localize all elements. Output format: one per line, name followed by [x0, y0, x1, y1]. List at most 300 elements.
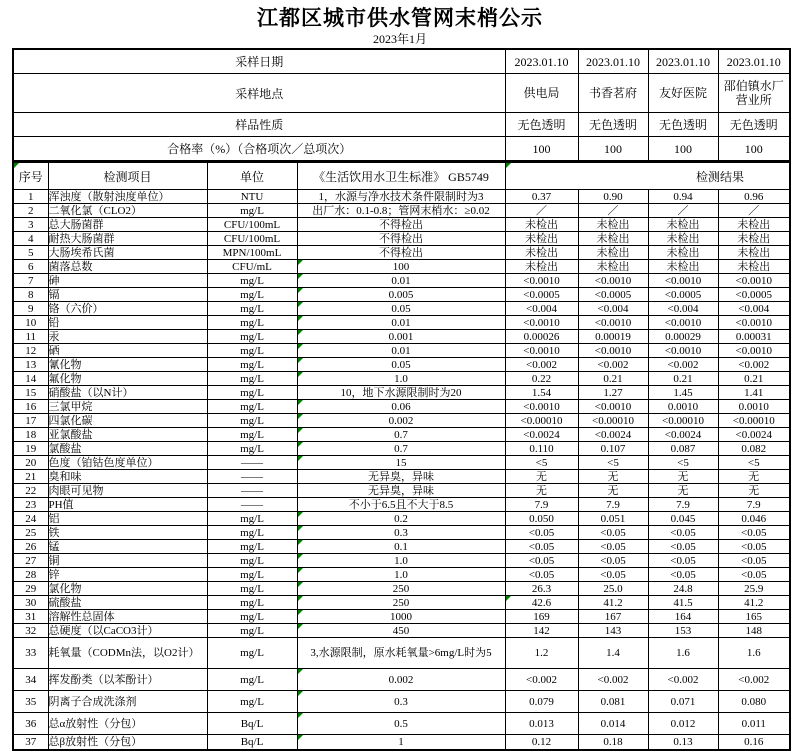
result-value: 0.18: [578, 735, 648, 751]
info-row-value: 友好医院: [648, 74, 718, 113]
result-value: 1.4: [578, 638, 648, 669]
result-value: <0.05: [505, 540, 578, 554]
result-row: [13, 735, 790, 751]
item-name: 镉: [48, 288, 207, 302]
standard-limit: 0.002: [297, 669, 505, 691]
result-value: <0.05: [718, 554, 790, 568]
result-value: <0.05: [578, 568, 648, 582]
result-value: 0.110: [505, 442, 578, 456]
result-value: 无: [505, 484, 578, 498]
item-unit: NTU: [207, 190, 297, 204]
result-value: 41.2: [718, 596, 790, 610]
result-row: [13, 246, 790, 260]
result-value: 0.087: [648, 442, 718, 456]
item-unit: mg/L: [207, 386, 297, 400]
sample-info-row: [13, 113, 790, 137]
item-name: 铬（六价）: [48, 302, 207, 316]
item-name: 臭和味: [48, 470, 207, 484]
result-value: 1.6: [648, 638, 718, 669]
result-row: [13, 302, 790, 316]
item-name: 总大肠菌群: [48, 218, 207, 232]
result-row: [13, 596, 790, 610]
item-name: 铝: [48, 512, 207, 526]
test-results-table: [12, 161, 791, 751]
standard-limit: 1.0: [297, 568, 505, 582]
item-name: 总硬度（以CaCO3计）: [48, 624, 207, 638]
result-value: <0.05: [648, 526, 718, 540]
result-value: <0.0010: [578, 344, 648, 358]
info-row-value: 100: [505, 137, 578, 162]
item-unit: mg/L: [207, 512, 297, 526]
result-row: [13, 554, 790, 568]
item-unit: mg/L: [207, 554, 297, 568]
result-value: <0.0010: [505, 344, 578, 358]
result-value: <0.00010: [578, 414, 648, 428]
info-row-label: 采样日期: [13, 49, 505, 74]
item-unit: ——: [207, 470, 297, 484]
item-unit: mg/L: [207, 526, 297, 540]
result-value: <0.05: [718, 526, 790, 540]
row-number: 17: [13, 414, 48, 428]
result-value: <0.004: [648, 302, 718, 316]
item-unit: CFU/100mL: [207, 232, 297, 246]
result-value: 0.00026: [505, 330, 578, 344]
result-value: 142: [505, 624, 578, 638]
standard-limit: 450: [297, 624, 505, 638]
item-unit: Bq/L: [207, 713, 297, 735]
item-name: 砷: [48, 274, 207, 288]
item-unit: Bq/L: [207, 735, 297, 751]
result-row: [13, 691, 790, 713]
result-value: <0.002: [578, 358, 648, 372]
result-value: <0.05: [578, 526, 648, 540]
item-name: 硝酸盐（以N计）: [48, 386, 207, 400]
result-value: 1.54: [505, 386, 578, 400]
result-value: 无: [505, 470, 578, 484]
col-header-standard: 《生活饮用水卫生标准》 GB5749: [297, 162, 505, 190]
row-number: 27: [13, 554, 48, 568]
result-value: 未检出: [648, 246, 718, 260]
standard-limit: 0.005: [297, 288, 505, 302]
item-name: 硫酸盐: [48, 596, 207, 610]
result-value: 165: [718, 610, 790, 624]
result-value: <0.05: [648, 554, 718, 568]
result-value: <0.00010: [718, 414, 790, 428]
result-value: 0.37: [505, 190, 578, 204]
item-unit: mg/L: [207, 610, 297, 624]
standard-limit: 1: [297, 735, 505, 751]
standard-limit: 0.3: [297, 526, 505, 540]
row-number: 6: [13, 260, 48, 274]
result-value: 未检出: [648, 218, 718, 232]
info-row-value: 100: [648, 137, 718, 162]
result-value: 未检出: [578, 260, 648, 274]
item-unit: mg/L: [207, 358, 297, 372]
item-name: 四氯化碳: [48, 414, 207, 428]
item-unit: MPN/100mL: [207, 246, 297, 260]
row-number: 13: [13, 358, 48, 372]
item-unit: mg/L: [207, 596, 297, 610]
standard-limit: 0.05: [297, 358, 505, 372]
row-number: 34: [13, 669, 48, 691]
result-value: 0.014: [578, 713, 648, 735]
standard-limit: 0.5: [297, 713, 505, 735]
item-name: 锌: [48, 568, 207, 582]
item-name: 浑浊度（散射浊度单位）: [48, 190, 207, 204]
result-value: <0.0010: [718, 344, 790, 358]
result-row: [13, 484, 790, 498]
result-value: 0.050: [505, 512, 578, 526]
result-value: <0.00010: [505, 414, 578, 428]
result-value: <0.0010: [648, 316, 718, 330]
standard-limit: 3,水源限制，原水耗氧量>6mg/L时为5: [297, 638, 505, 669]
result-value: 未检出: [718, 232, 790, 246]
result-value: <0.002: [505, 358, 578, 372]
result-row: [13, 358, 790, 372]
row-number: 28: [13, 568, 48, 582]
result-value: 无: [578, 470, 648, 484]
standard-limit: 0.01: [297, 274, 505, 288]
item-name: 总β放射性（分包）: [48, 735, 207, 751]
result-value: <5: [505, 456, 578, 470]
item-unit: mg/L: [207, 540, 297, 554]
result-value: 0.21: [578, 372, 648, 386]
standard-limit: 0.01: [297, 316, 505, 330]
result-value: 0.081: [578, 691, 648, 713]
item-unit: CFU/100mL: [207, 218, 297, 232]
row-number: 30: [13, 596, 48, 610]
result-row: [13, 456, 790, 470]
item-name: 亚氯酸盐: [48, 428, 207, 442]
result-value: <0.05: [648, 540, 718, 554]
result-value: <0.05: [648, 568, 718, 582]
result-row: [13, 344, 790, 358]
result-value: 0.21: [648, 372, 718, 386]
result-value: 无: [578, 484, 648, 498]
item-name: 氯化物: [48, 582, 207, 596]
result-value: 0.90: [578, 190, 648, 204]
item-unit: mg/L: [207, 316, 297, 330]
result-value: <5: [648, 456, 718, 470]
row-number: 16: [13, 400, 48, 414]
result-row: [13, 442, 790, 456]
row-number: 26: [13, 540, 48, 554]
result-value: <0.0010: [718, 316, 790, 330]
item-unit: CFU/mL: [207, 260, 297, 274]
result-row: [13, 190, 790, 204]
item-name: 溶解性总固体: [48, 610, 207, 624]
info-row-value: 无色透明: [578, 113, 648, 137]
standard-limit: 1.0: [297, 554, 505, 568]
standard-limit: 0.3: [297, 691, 505, 713]
result-value: 0.082: [718, 442, 790, 456]
standard-limit: 1，水源与净水技术条件限制时为3: [297, 190, 505, 204]
row-number: 21: [13, 470, 48, 484]
sample-info-table: [12, 48, 791, 162]
result-value: 0.21: [718, 372, 790, 386]
result-row: [13, 274, 790, 288]
item-name: 铅: [48, 316, 207, 330]
result-value: ／: [505, 204, 578, 218]
result-row: [13, 330, 790, 344]
result-value: <0.0010: [648, 274, 718, 288]
item-unit: mg/L: [207, 372, 297, 386]
info-row-value: 无色透明: [648, 113, 718, 137]
result-value: <0.002: [648, 669, 718, 691]
result-value: <0.0024: [578, 428, 648, 442]
result-value: 26.3: [505, 582, 578, 596]
row-number: 8: [13, 288, 48, 302]
result-value: 未检出: [648, 232, 718, 246]
item-unit: mg/L: [207, 288, 297, 302]
sample-info-row: [13, 74, 790, 113]
standard-limit: 无异臭，异味: [297, 484, 505, 498]
result-value: 0.0010: [718, 400, 790, 414]
row-number: 29: [13, 582, 48, 596]
result-value: <0.0005: [718, 288, 790, 302]
col-header-result: 检测结果: [505, 162, 790, 190]
result-value: <0.004: [505, 302, 578, 316]
item-name: 挥发酚类（以苯酚计）: [48, 669, 207, 691]
info-row-value: 2023.01.10: [505, 49, 578, 74]
item-unit: ——: [207, 456, 297, 470]
result-row: [13, 204, 790, 218]
result-value: 未检出: [505, 260, 578, 274]
result-row: [13, 372, 790, 386]
item-name: 硒: [48, 344, 207, 358]
result-row: [13, 428, 790, 442]
standard-limit: 0.002: [297, 414, 505, 428]
result-row: [13, 568, 790, 582]
result-value: 未检出: [578, 232, 648, 246]
standard-limit: 10，地下水源限制时为20: [297, 386, 505, 400]
result-value: 0.012: [648, 713, 718, 735]
sample-info-row: [13, 49, 790, 74]
result-value: 未检出: [718, 218, 790, 232]
result-value: 0.94: [648, 190, 718, 204]
result-value: 25.0: [578, 582, 648, 596]
standard-limit: 0.05: [297, 302, 505, 316]
result-value: <0.05: [505, 568, 578, 582]
row-number: 14: [13, 372, 48, 386]
info-row-label: 样品性质: [13, 113, 505, 137]
result-value: 未检出: [578, 246, 648, 260]
row-number: 1: [13, 190, 48, 204]
standard-limit: 1000: [297, 610, 505, 624]
result-value: 0.0010: [648, 400, 718, 414]
result-value: <0.0010: [648, 344, 718, 358]
row-number: 24: [13, 512, 48, 526]
result-value: 153: [648, 624, 718, 638]
result-value: ／: [648, 204, 718, 218]
item-unit: mg/L: [207, 669, 297, 691]
info-row-label: 合格率（%）（合格项次／总项次）: [13, 137, 505, 162]
item-name: 汞: [48, 330, 207, 344]
result-value: 169: [505, 610, 578, 624]
result-value: 0.107: [578, 442, 648, 456]
result-value: 未检出: [718, 246, 790, 260]
result-value: 0.011: [718, 713, 790, 735]
standard-limit: 100: [297, 260, 505, 274]
result-value: <0.05: [578, 554, 648, 568]
item-unit: mg/L: [207, 414, 297, 428]
sample-info-row: [13, 137, 790, 162]
result-value: 0.046: [718, 512, 790, 526]
result-value: <0.0005: [505, 288, 578, 302]
item-unit: ——: [207, 498, 297, 512]
result-value: 167: [578, 610, 648, 624]
standard-limit: 0.1: [297, 540, 505, 554]
results-header-row: [13, 162, 790, 190]
result-value: 0.00031: [718, 330, 790, 344]
result-value: 0.013: [505, 713, 578, 735]
page-title: 江都区城市供水管网末梢公示: [257, 7, 543, 30]
item-name: 菌落总数: [48, 260, 207, 274]
result-value: 0.00029: [648, 330, 718, 344]
result-value: 164: [648, 610, 718, 624]
result-value: 0.16: [718, 735, 790, 751]
result-value: 未检出: [578, 218, 648, 232]
result-value: <0.002: [505, 669, 578, 691]
result-value: 0.071: [648, 691, 718, 713]
item-unit: mg/L: [207, 638, 297, 669]
row-number: 5: [13, 246, 48, 260]
info-row-value: 100: [578, 137, 648, 162]
result-value: 0.96: [718, 190, 790, 204]
col-header-no: 序号: [13, 162, 48, 190]
result-value: 未检出: [648, 260, 718, 274]
result-value: 0.22: [505, 372, 578, 386]
row-number: 2: [13, 204, 48, 218]
row-number: 37: [13, 735, 48, 751]
result-row: [13, 498, 790, 512]
info-row-value: 邵伯镇水厂营业所: [718, 74, 790, 113]
result-value: 41.5: [648, 596, 718, 610]
item-unit: mg/L: [207, 400, 297, 414]
result-value: <0.05: [505, 526, 578, 540]
result-value: 无: [648, 470, 718, 484]
result-value: 无: [648, 484, 718, 498]
item-name: 三氯甲烷: [48, 400, 207, 414]
result-value: 无: [718, 470, 790, 484]
result-value: 25.9: [718, 582, 790, 596]
row-number: 18: [13, 428, 48, 442]
item-unit: mg/L: [207, 428, 297, 442]
row-number: 11: [13, 330, 48, 344]
standard-limit: 0.7: [297, 442, 505, 456]
standard-limit: 0.01: [297, 344, 505, 358]
item-unit: mg/L: [207, 274, 297, 288]
result-value: 0.13: [648, 735, 718, 751]
result-value: 148: [718, 624, 790, 638]
result-value: <0.0024: [648, 428, 718, 442]
item-name: 肉眼可见物: [48, 484, 207, 498]
standard-limit: 250: [297, 582, 505, 596]
result-value: <0.0010: [578, 316, 648, 330]
result-value: <0.002: [578, 669, 648, 691]
result-value: 41.2: [578, 596, 648, 610]
result-value: 未检出: [505, 232, 578, 246]
standard-limit: 不得检出: [297, 246, 505, 260]
result-value: <0.0010: [505, 400, 578, 414]
result-value: <0.0005: [648, 288, 718, 302]
page-subtitle: 2023年1月: [372, 32, 427, 46]
result-value: <0.002: [648, 358, 718, 372]
result-value: 24.8: [648, 582, 718, 596]
result-row: [13, 386, 790, 400]
standard-limit: 0.001: [297, 330, 505, 344]
result-value: 7.9: [505, 498, 578, 512]
result-value: <0.0010: [505, 274, 578, 288]
result-value: 0.079: [505, 691, 578, 713]
result-value: 0.12: [505, 735, 578, 751]
item-name: 铜: [48, 554, 207, 568]
result-value: <0.004: [578, 302, 648, 316]
item-unit: mg/L: [207, 442, 297, 456]
result-value: <0.05: [718, 568, 790, 582]
result-value: 未检出: [505, 246, 578, 260]
col-header-item: 检测项目: [48, 162, 207, 190]
result-value: 1.2: [505, 638, 578, 669]
result-value: <0.0010: [718, 274, 790, 288]
result-value: 42.6: [505, 596, 578, 610]
result-value: 未检出: [505, 218, 578, 232]
result-value: 7.9: [718, 498, 790, 512]
item-unit: mg/L: [207, 204, 297, 218]
standard-limit: 0.06: [297, 400, 505, 414]
standard-limit: 不得检出: [297, 232, 505, 246]
row-number: 3: [13, 218, 48, 232]
info-row-value: 无色透明: [505, 113, 578, 137]
info-row-value: 2023.01.10: [718, 49, 790, 74]
item-unit: mg/L: [207, 691, 297, 713]
result-value: 无: [718, 484, 790, 498]
result-row: [13, 610, 790, 624]
result-row: [13, 260, 790, 274]
result-value: 143: [578, 624, 648, 638]
row-number: 23: [13, 498, 48, 512]
result-row: [13, 638, 790, 669]
standard-limit: 无异臭，异味: [297, 470, 505, 484]
result-value: <0.05: [505, 554, 578, 568]
item-name: 色度（铂钴色度单位）: [48, 456, 207, 470]
item-name: 耐热大肠菌群: [48, 232, 207, 246]
result-row: [13, 288, 790, 302]
item-unit: mg/L: [207, 302, 297, 316]
item-unit: mg/L: [207, 582, 297, 596]
result-row: [13, 669, 790, 691]
row-number: 22: [13, 484, 48, 498]
row-number: 7: [13, 274, 48, 288]
item-name: 总α放射性（分包）: [48, 713, 207, 735]
result-value: 1.27: [578, 386, 648, 400]
item-name: 氰化物: [48, 358, 207, 372]
result-value: 7.9: [578, 498, 648, 512]
item-unit: mg/L: [207, 568, 297, 582]
row-number: 19: [13, 442, 48, 456]
result-value: ／: [718, 204, 790, 218]
standard-limit: 不小于6.5且不大于8.5: [297, 498, 505, 512]
row-number: 20: [13, 456, 48, 470]
result-value: <0.0010: [578, 274, 648, 288]
result-value: <0.0024: [505, 428, 578, 442]
result-value: <0.0005: [578, 288, 648, 302]
result-row: [13, 624, 790, 638]
result-value: <0.002: [718, 358, 790, 372]
result-value: <0.0024: [718, 428, 790, 442]
item-name: 氟化物: [48, 372, 207, 386]
item-name: 二氧化氯（CLO2）: [48, 204, 207, 218]
